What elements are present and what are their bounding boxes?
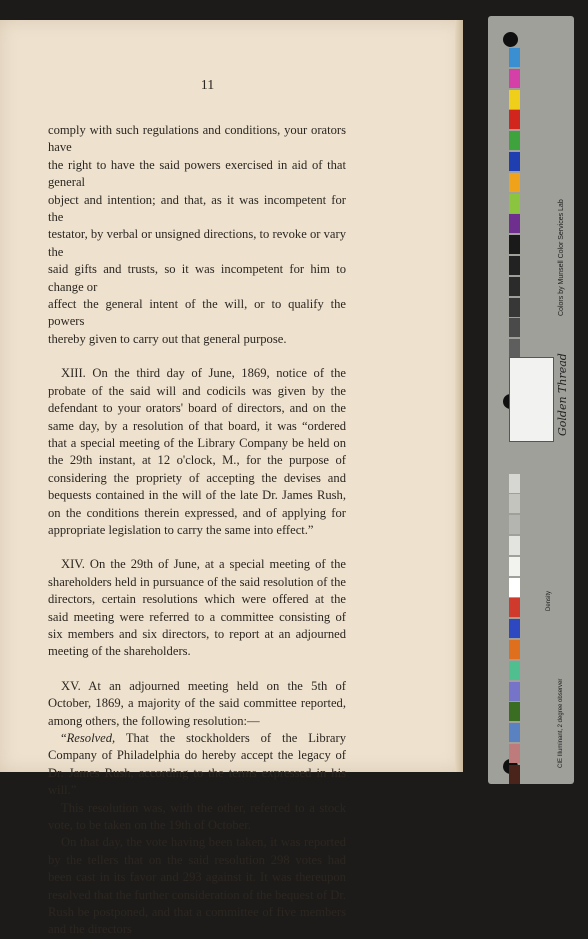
color-patch: [509, 765, 520, 784]
page-text: [48, 122, 346, 939]
color-patch: [509, 173, 520, 192]
resolution-text: That the stockholders of the Library Company of Philadelphia do hereby accept the legacy of Dr. James Rush, according to the terms expressed in his will.”: [48, 731, 346, 798]
color-patch: [509, 515, 520, 534]
page-number: 11: [200, 78, 215, 93]
color-patch: [509, 682, 520, 701]
strip-label-top: Colors by Munsell Color Services Lab: [558, 199, 565, 316]
page-edge: [455, 20, 463, 772]
color-patch: [509, 110, 520, 129]
color-patch: [509, 256, 520, 275]
color-patch: [509, 69, 520, 88]
color-patch: [509, 474, 520, 493]
intro-line: object and intention; and that, as it was incompetent for the: [48, 192, 346, 225]
color-patch: [509, 702, 520, 721]
paragraph-xiii: XIII. On the third day of June, 1869, notice of the probate of the said will and codicils was given by the defendant to your orators' board of directors, and on the same day, by a resolution of that board, it was “ordered that a special meeting of the Library Company be held on the 29th instant, at 12 o'clock, M., for the purpose of considering the propriety of accepting the devises and bequests contained in the will of the late Dr. James Rush, on the conditions therein expressed, and of applying for appropriate legislation to carry the same into effect.”: [48, 366, 346, 537]
color-patch: [509, 339, 520, 358]
paragraph-vote-result: On that day, the vote having been taken, it was reported by the tellers that on the said resolution 298 votes had been cast in its favor and 293 against it. It was thereupon resolved that the further consideration of the bequest of Dr. Rush be postponed, and that a committee of five members and the directors: [48, 835, 346, 937]
paragraph-xiv: XIV. On the 29th of June, at a special meeting of the shareholders held in pursuance of the said resolution of the directors, certain resolutions which were offered at the said meeting were referred to a committee consisting of six members and six directors, to report at an adjourned meeting of the shareholders.: [48, 557, 346, 659]
intro-line: testator, by verbal or unsigned directions, to revoke or vary the: [48, 227, 346, 259]
color-patch: [509, 661, 520, 680]
density-label: Density: [546, 590, 552, 611]
intro-line: thereby given to carry out that general purpose.: [48, 331, 287, 346]
color-patch: [509, 152, 520, 171]
intro-line: the right to have the said powers exercised in aid of that general: [48, 157, 346, 190]
target-label: [509, 357, 554, 442]
punch-hole: [503, 32, 518, 47]
color-patch: [509, 640, 520, 659]
color-patch: [509, 744, 520, 763]
intro-line: said gifts and trusts, so it was incompetent for him to change or: [48, 262, 346, 294]
color-patch: [509, 723, 520, 742]
intro-line: comply with such regulations and conditions, your orators have: [48, 123, 346, 155]
resolution-quote: [48, 730, 346, 800]
color-patch: [509, 494, 520, 513]
color-patch: [509, 578, 520, 597]
color-patch: [509, 194, 520, 213]
color-patch: [509, 235, 520, 254]
paragraph-vote-referral: This resolution was, with the other, referred to a stock vote, to be taken on the 19th of October.: [48, 800, 346, 833]
paragraph-xv: XV. At an adjourned meeting held on the 5th of October, 1869, a majority of the said committee reported, among others, the following resolution:—: [48, 678, 346, 728]
color-patch: [509, 48, 520, 67]
color-patch: [509, 318, 520, 337]
color-patch: [509, 214, 520, 233]
strip-label-bottom: CIE Illuminant, 2 degree observer: [558, 678, 564, 768]
color-patch: [509, 277, 520, 296]
color-patch: [509, 298, 520, 317]
color-patch: [509, 598, 520, 617]
color-patch: [509, 131, 520, 150]
color-patch: [509, 557, 520, 576]
color-patch: [509, 619, 520, 638]
color-patch: [509, 536, 520, 555]
handwritten-label: Golden Thread: [556, 353, 569, 436]
intro-line: affect the general intent of the will, or to qualify the powers: [48, 297, 346, 329]
resolved-word: Resolved,: [66, 731, 116, 745]
color-patch: [509, 90, 520, 109]
open-quote: “: [61, 731, 67, 745]
